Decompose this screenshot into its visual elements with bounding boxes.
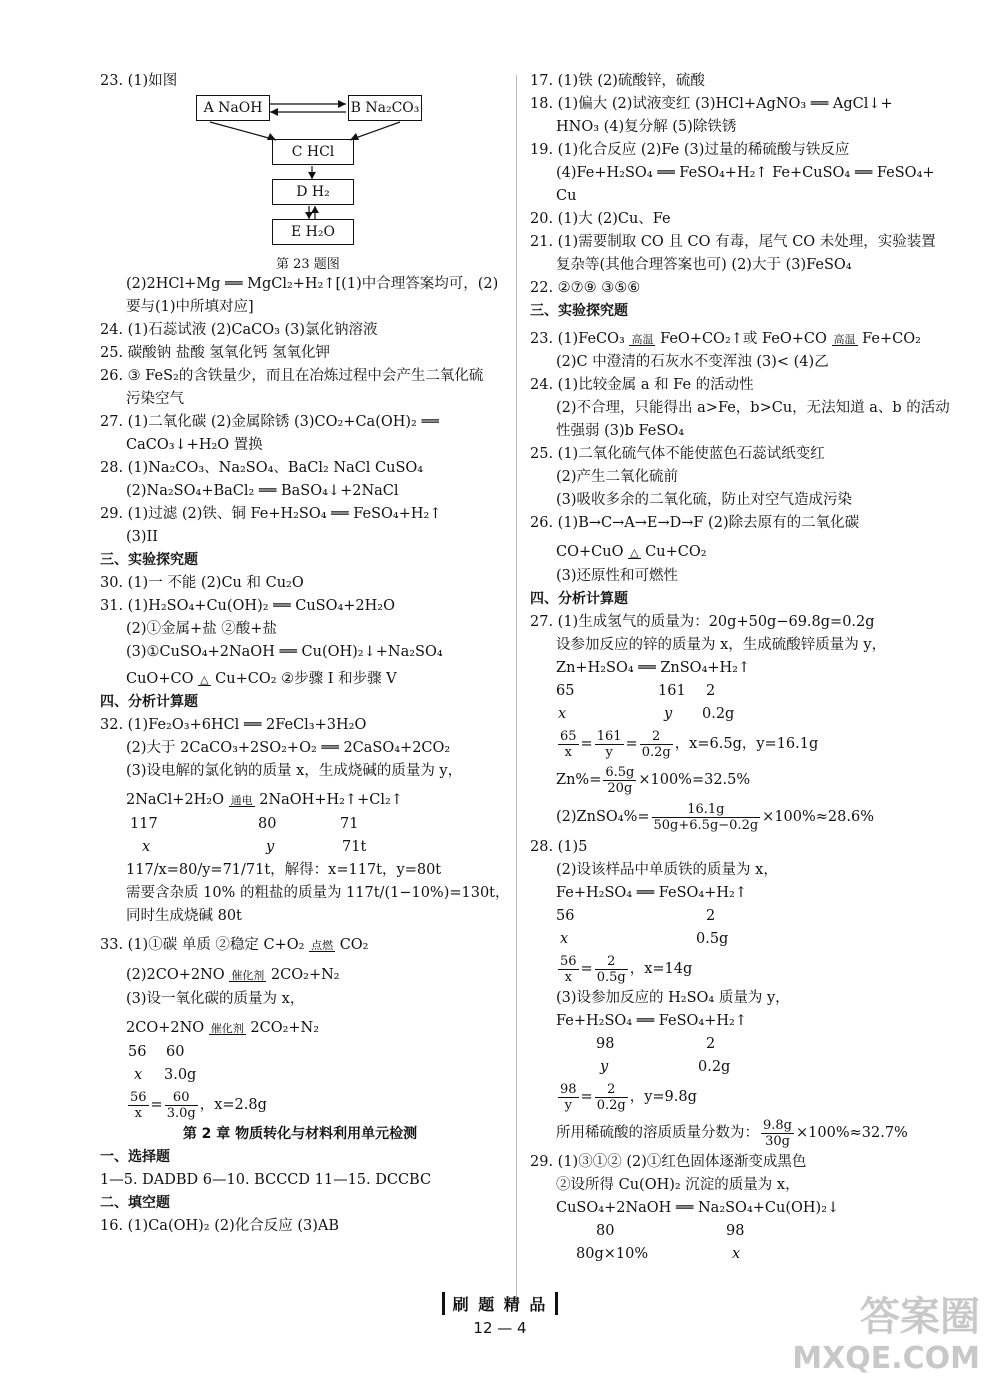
column-divider [516, 75, 517, 1305]
ratio-var: 0.2g [702, 706, 735, 722]
fraction-result: ×100%≈32.7% [796, 1125, 908, 1141]
ratio-num: 98 [726, 1223, 745, 1239]
eq-right: 2CO₂+N₂ [250, 1020, 320, 1036]
fraction-result: ×100%=32.5% [638, 772, 751, 788]
denominator: 3.0g [166, 1105, 196, 1121]
fraction [595, 729, 624, 760]
watermark-line: 答案圈 [860, 1294, 980, 1340]
answer-line: (2)产生二氧化硫前 [556, 469, 679, 485]
reaction-condition [198, 674, 210, 688]
reaction-condition [309, 940, 335, 954]
answer-line: 要与(1)中所填对应] [126, 299, 254, 315]
answer-line: (3)①CuSO₄+2NaOH ══ Cu(OH)₂↓+Na₂SO₄ [126, 644, 443, 660]
eq-left: (2)2CO+2NO [126, 967, 225, 983]
numerator: 60 [165, 1090, 198, 1106]
ratio-var: x [142, 839, 151, 855]
answer-line: 32. (1)Fe₂O₃+6HCl ══ 2FeCl₃+3H₂O [100, 717, 367, 733]
ratio-var: 0.5g [696, 931, 729, 947]
answer-line: 25. 碳酸钠 盐酸 氢氧化钙 氢氧化钾 [100, 345, 330, 361]
answer-line: 20. (1)大 (2)Cu、Fe [530, 211, 671, 227]
reaction-condition [628, 547, 640, 561]
answer-line: Cu [556, 188, 577, 204]
answer-line: 28. (1)5 [530, 839, 588, 855]
fraction-line: $\frac{56}{x}$ = $\frac{2}{0.5g}$ ，x=14g [560, 953, 693, 985]
fraction-label: Zn%= [556, 772, 602, 788]
fraction-label: 所用稀硫酸的溶质质量分数为： [556, 1125, 759, 1141]
eq-right: 2CO₂+N₂ [270, 967, 340, 983]
fraction-label: (2)ZnSO₄%= [556, 809, 650, 825]
answer-line: 19. (1)化合反应 (2)Fe (3)过量的稀硫酸与铁反应 [530, 142, 850, 158]
ratio-var: y [664, 706, 673, 722]
denominator: y [564, 1097, 572, 1113]
fraction [128, 1090, 149, 1121]
section-heading: 三、实验探究题 [100, 552, 198, 568]
fraction [558, 1082, 579, 1113]
ratio-num: 56 [128, 1044, 147, 1060]
answer-line: CuSO₄+2NaOH ══ Na₂SO₄+Cu(OH)₂↓ [556, 1200, 840, 1216]
ratio-var: 71t [342, 839, 367, 855]
reaction-condition [229, 795, 255, 809]
ratio-line [530, 1056, 930, 1079]
fraction [165, 1090, 198, 1121]
denominator: x [134, 1105, 142, 1121]
answer-line: 16. (1)Ca(OH)₂ (2)化合反应 (3)AB [100, 1218, 340, 1234]
answer-line: (2)不合理，只能得出 a>Fe，b>Cu，无法知道 a、b 的活动 [556, 400, 950, 416]
answer-line: (2)C 中澄清的石灰水不变浑浊 (3)< (4)乙 [556, 354, 829, 370]
answer-line: 27. (1)生成氢气的质量为：20g+50g−69.8g=0.2g [530, 614, 875, 630]
answer-line: 24. (1)比较金属 a 和 Fe 的活动性 [530, 377, 754, 393]
answer-line: 需要含杂质 10% 的粗盐的质量为 117t/(1−10%)=130t， [126, 885, 510, 901]
eq-right: Cu+CO₂ ②步骤 I 和步骤 V [215, 671, 397, 687]
page-number: 12 — 4 [473, 1319, 527, 1337]
section-heading: 三、实验探究题 [530, 303, 628, 319]
eq-left: 2NaCl+2H₂O [126, 792, 225, 808]
answer-line: 26. ③ FeS₂的含铁量少，而且在冶炼过程中会产生二氧化硫 [100, 368, 484, 384]
ratio-var: x [560, 931, 569, 947]
fraction-line [530, 762, 930, 798]
ratio-num: 80 [596, 1223, 615, 1239]
condition-text: △ [200, 673, 209, 686]
answer-line: 26. (1)B→C→A→E→D→F (2)除去原有的二氧化碳 [530, 515, 860, 531]
fraction-result: ×100%≈28.6% [762, 809, 874, 825]
ratio-line [530, 703, 930, 726]
answer-line: 30. (1)一 不能 (2)Cu 和 Cu₂O [100, 575, 304, 591]
left-column [100, 70, 510, 1238]
watermark [792, 1296, 980, 1380]
fraction-line: $\frac{65}{x}$ = $\frac{161}{y}$ = $\frac{2}{0.2g}$ ，x=6.5g，y=16.1g [560, 728, 819, 760]
ratio-num: 56 [556, 908, 575, 924]
denominator: 0.2g [641, 744, 671, 760]
ratio-var: x [134, 1067, 143, 1083]
fraction-result: ，y=9.8g [629, 1089, 697, 1105]
answer-line: 17. (1)铁 (2)硫酸锌，硫酸 [530, 73, 705, 89]
fraction-result: ，x=2.8g [199, 1097, 267, 1113]
ratio-num: 2 [706, 683, 716, 699]
equation-line [100, 958, 500, 988]
ratio-line [530, 1243, 930, 1266]
ratio-var: 3.0g [164, 1067, 197, 1083]
denominator: 20g [607, 780, 633, 796]
equation-line [100, 664, 500, 691]
diagram-box-e: E H₂O [272, 219, 354, 245]
answer-line: (3)设参加反应的 H₂SO₄ 质量为 y， [556, 990, 790, 1006]
numerator: 2 [640, 729, 673, 745]
ratio-line [100, 836, 500, 859]
reaction-condition [229, 970, 266, 984]
numerator: 56 [130, 1089, 147, 1105]
ratio-var: y [600, 1059, 609, 1075]
denominator: 0.2g [596, 1097, 626, 1113]
ratio-var: 80g×10% [576, 1246, 649, 1262]
answer-line: 117/x=80/y=71/71t，解得：x=117t，y=80t [126, 862, 442, 878]
chapter-title: 第 2 章 物质转化与材料利用单元检测 [182, 1126, 418, 1142]
diagram-box-b: B Na₂CO₃ [348, 95, 422, 121]
section-heading: 四、分析计算题 [100, 694, 198, 710]
numerator: 98 [560, 1081, 577, 1097]
ratio-line [530, 905, 930, 928]
fraction [595, 954, 628, 985]
q23-label: 23. (1)如图 [100, 73, 178, 89]
answer-line: 污染空气 [126, 391, 184, 407]
diagram-box-c: C HCl [272, 139, 354, 165]
equation-line [100, 783, 500, 813]
answer-line: 性强弱 (3)b FeSO₄ [556, 423, 685, 439]
answer-line: Fe+H₂SO₄ ══ FeSO₄+H₂↑ [556, 1013, 748, 1029]
reaction-condition [629, 334, 655, 348]
fraction [640, 729, 673, 760]
denominator: 0.5g [596, 969, 626, 985]
ratio-line [530, 1033, 930, 1056]
ratio-num: 98 [596, 1036, 615, 1052]
denominator: x [564, 744, 572, 760]
reaction-condition [209, 1023, 246, 1037]
fraction [761, 1118, 794, 1149]
eq-left: 23. (1)FeCO₃ [530, 331, 625, 347]
fraction-line [530, 1115, 930, 1151]
answer-line: (2)设该样品中单质铁的质量为 x， [556, 862, 778, 878]
equation-line [100, 1011, 500, 1041]
answer-line: Zn+H₂SO₄ ══ ZnSO₄+H₂↑ [556, 660, 751, 676]
answer-line: (2)大于 2CaCO₃+2SO₂+O₂ ══ 2CaSO₄+2CO₂ [126, 740, 451, 756]
ratio-var: y [266, 839, 275, 855]
answer-line: 1—5. DADBD 6—10. BCCCD 11—15. DCCBC [100, 1172, 432, 1188]
answer-line: Fe+H₂SO₄ ══ FeSO₄+H₂↑ [556, 885, 748, 901]
numerator: 6.5g [605, 764, 635, 780]
condition-text: 催化剂 [210, 1022, 244, 1035]
denominator: x [564, 969, 572, 985]
ratio-line [530, 1220, 930, 1243]
eq-left: CO+CuO [556, 544, 624, 560]
brand-logo: 刷 题 精 品 [442, 1292, 559, 1315]
equation-line [100, 928, 500, 958]
numerator: 56 [560, 953, 577, 969]
condition-text: △ [630, 546, 639, 559]
condition-text: 点燃 [311, 939, 334, 952]
ratio-num: 117 [130, 816, 158, 832]
fraction-line: $\frac{98}{y}$ = $\frac{2}{0.2g}$ ，y=9.8g [560, 1081, 697, 1113]
answer-line: 29. (1)过滤 (2)铁、铜 Fe+H₂SO₄ ══ FeSO₄+H₂↑ [100, 506, 442, 522]
ratio-line [100, 813, 500, 836]
denominator: 30g [765, 1133, 790, 1149]
fraction [558, 729, 579, 760]
denominator: y [605, 744, 613, 760]
numerator: 65 [560, 728, 577, 744]
ratio-num: 161 [658, 683, 686, 699]
answer-line: 18. (1)偏大 (2)试液变红 (3)HCl+AgNO₃ ══ AgCl↓+ [530, 96, 893, 112]
fraction [558, 954, 579, 985]
watermark-url: MXQE.COM [792, 1341, 980, 1376]
answer-line: (3)II [126, 529, 158, 545]
ratio-num: 65 [556, 683, 575, 699]
numerator: 2 [595, 954, 628, 970]
section-heading: 一、选择题 [100, 1149, 170, 1165]
diagram-arrows [100, 93, 500, 273]
ratio-line [530, 928, 930, 951]
ratio-num: 80 [258, 816, 277, 832]
condition-text: 高温 [833, 333, 856, 346]
answer-line: (3)设一氧化碳的质量为 x， [126, 991, 305, 1007]
answer-line: 28. (1)Na₂CO₃、Na₂SO₄、BaCl₂ NaCl CuSO₄ [100, 460, 424, 476]
ratio-line [100, 1064, 500, 1087]
equation-line [530, 535, 930, 565]
equation-line [530, 323, 930, 351]
answer-line: (2)2HCl+Mg ══ MgCl₂+H₂↑[(1)中合理答案均可，(2) [126, 276, 499, 292]
numerator: 16.1g [652, 802, 761, 818]
answer-line: (3)设电解的氯化钠的质量 x，生成烧碱的质量为 y， [126, 763, 463, 779]
ratio-num: 2 [706, 1036, 716, 1052]
ratio-var: x [558, 706, 567, 722]
answer-line: (2)①金属+盐 ②酸+盐 [126, 621, 277, 637]
numerator: 2 [595, 1082, 628, 1098]
answer-line: 复杂等(其他合理答案也可) (2)大于 (3)FeSO₄ [556, 257, 852, 273]
ratio-line [100, 1041, 500, 1064]
eq-left: 2CO+2NO [126, 1020, 205, 1036]
fraction [595, 1082, 628, 1113]
answer-line: 24. (1)石蕊试液 (2)CaCO₃ (3)氯化钠溶液 [100, 322, 378, 338]
eq-mid: FeO+CO₂↑或 FeO+CO [660, 331, 827, 347]
answer-line: CaCO₃↓+H₂O 置换 [126, 437, 263, 453]
ratio-num: 60 [166, 1044, 185, 1060]
eq-right: Cu+CO₂ [645, 544, 707, 560]
numerator: 161 [596, 728, 622, 744]
answer-line: ②设所得 Cu(OH)₂ 沉淀的质量为 x， [556, 1177, 800, 1193]
section-heading: 二、填空题 [100, 1195, 170, 1211]
answer-line: 29. (1)③①② (2)①红色固体逐渐变成黑色 [530, 1154, 807, 1170]
answer-line: 21. (1)需要制取 CO 且 CO 有毒，尾气 CO 未处理，实验装置 [530, 234, 936, 250]
answer-line: (3)吸收多余的二氧化硫，防止对空气造成污染 [556, 492, 853, 508]
diagram-caption: 第 23 题图 [276, 257, 340, 272]
eq-right: Fe+CO₂ [862, 331, 921, 347]
fraction-line [530, 798, 930, 836]
reaction-condition [832, 334, 858, 348]
ratio-var: 0.2g [698, 1059, 731, 1075]
eq-left: 33. (1)①碳 单质 ②稳定 C+O₂ [100, 937, 305, 953]
condition-text: 高温 [631, 333, 654, 346]
fraction-line: $\frac{56}{x}$ = $\frac{60}{3.0g}$ ，x=2.8g [130, 1089, 267, 1121]
answer-line: (2)Na₂SO₄+BaCl₂ ══ BaSO₄↓+2NaCl [126, 483, 399, 499]
section-heading: 四、分析计算题 [530, 591, 628, 607]
fraction-result: ，x=6.5g，y=16.1g [674, 736, 819, 752]
answer-line: 31. (1)H₂SO₄+Cu(OH)₂ ══ CuSO₄+2H₂O [100, 598, 396, 614]
denominator: 50g+6.5g−0.2g [653, 817, 759, 833]
fraction-result: ，x=14g [629, 961, 693, 977]
q23-diagram [100, 93, 500, 273]
answer-line: (3)还原性和可燃性 [556, 568, 679, 584]
answer-line: (4)Fe+H₂SO₄ ══ FeSO₄+H₂↑ Fe+CuSO₄ ══ FeSO₄+ [556, 165, 935, 181]
answer-line: 27. (1)二氧化碳 (2)金属除锈 (3)CO₂+Ca(OH)₂ ══ [100, 414, 439, 430]
right-column [530, 70, 950, 1266]
answer-line: 22. ②⑦⑨ ③⑤⑥ [530, 280, 641, 296]
ratio-line [530, 680, 930, 703]
eq-right: CO₂ [339, 937, 369, 953]
eq-left: CuO+CO [126, 671, 194, 687]
diagram-box-d: D H₂ [272, 179, 354, 205]
answer-line: 25. (1)二氧化硫气体不能使蓝色石蕊试纸变红 [530, 446, 825, 462]
condition-text: 催化剂 [231, 969, 265, 982]
ratio-var: x [732, 1246, 741, 1262]
numerator: 9.8g [763, 1117, 792, 1133]
condition-text: 通电 [230, 794, 253, 807]
diagram-box-a: A NaOH [196, 95, 270, 121]
answer-line: 设参加反应的锌的质量为 x，生成硫酸锌质量为 y， [556, 637, 887, 653]
fraction [652, 802, 761, 833]
eq-right: 2NaOH+H₂↑+Cl₂↑ [259, 792, 403, 808]
answer-line: HNO₃ (4)复分解 (5)除铁锈 [556, 119, 737, 135]
answer-line: 同时生成烧碱 80t [126, 908, 242, 924]
ratio-num: 2 [706, 908, 716, 924]
ratio-num: 71 [340, 816, 359, 832]
fraction [603, 765, 636, 796]
